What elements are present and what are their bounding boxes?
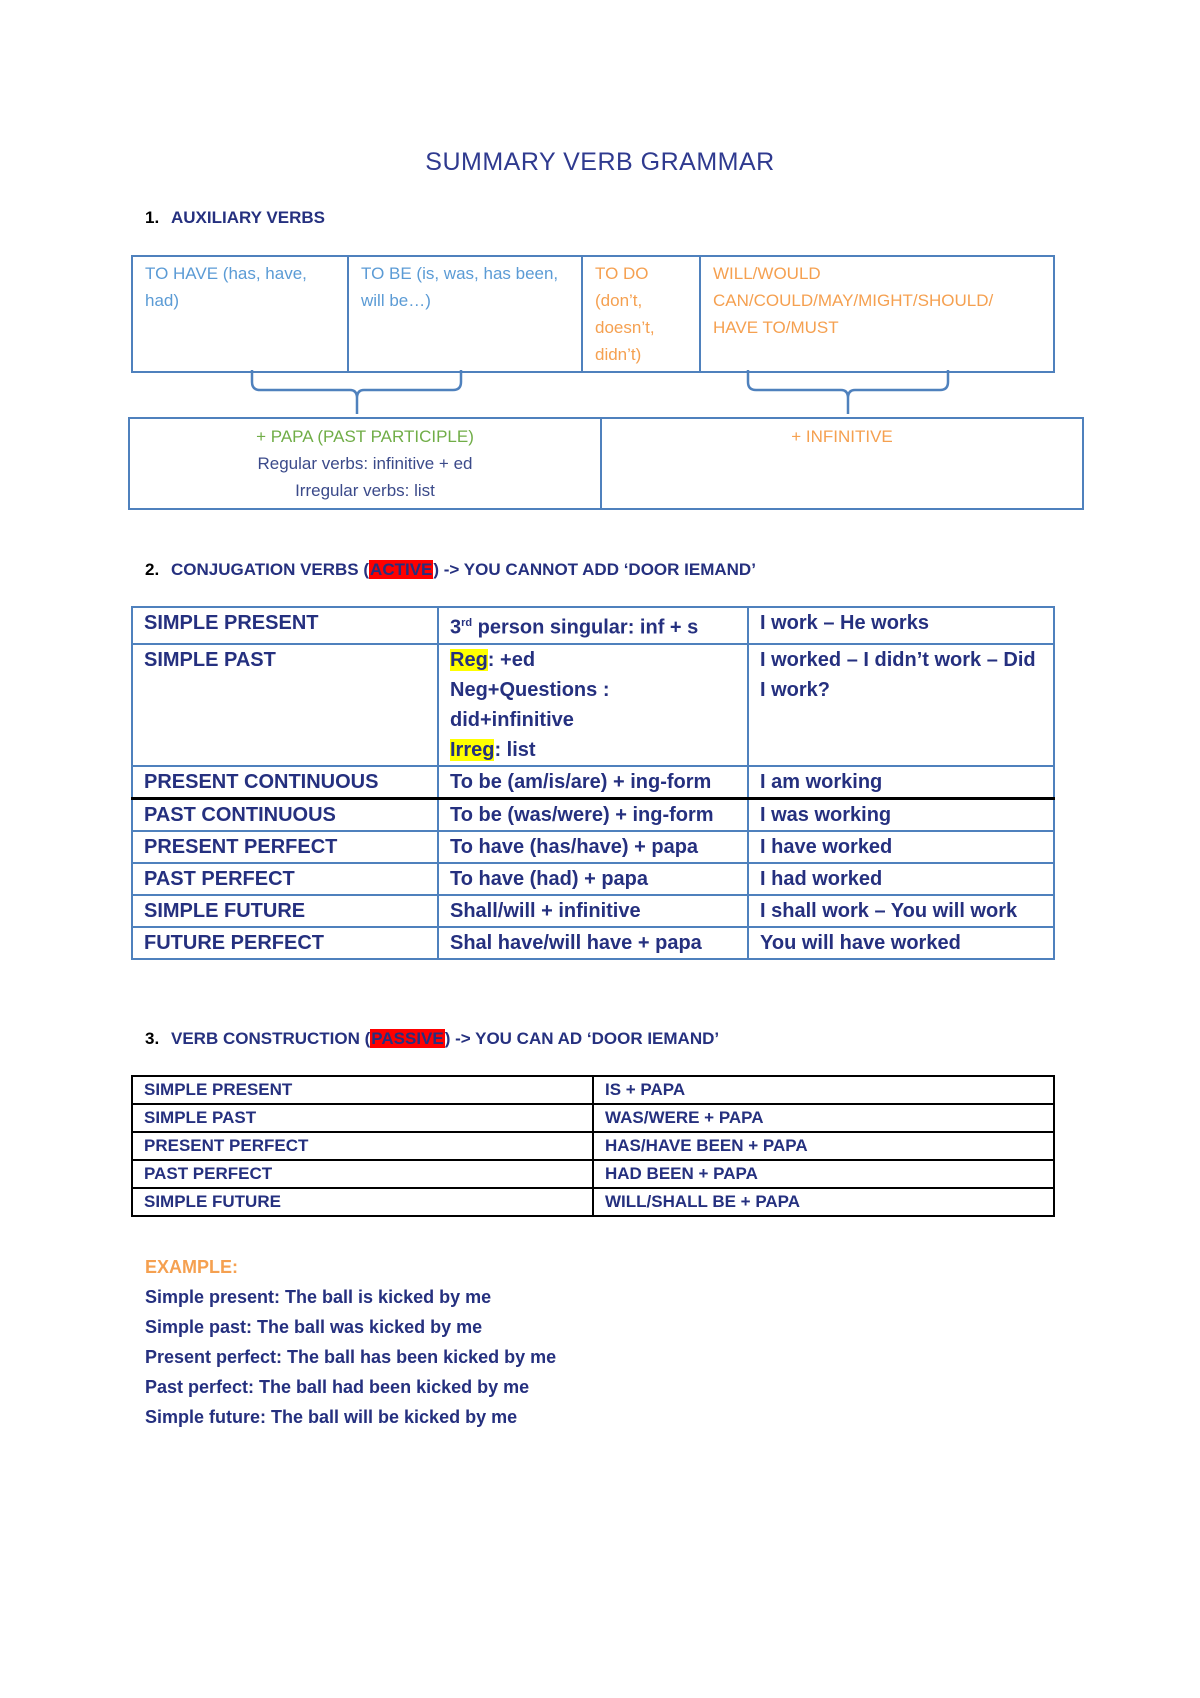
rule-cell: To be (was/were) + ing-form [438,798,748,831]
tense-cell: SIMPLE PAST [132,1104,593,1132]
example-line: Present perfect: The ball has been kicked by me [145,1347,557,1367]
aux-cell-to-have: TO HAVE (has, have, had) [132,256,348,372]
rule-cell: To have (has/have) + papa [438,831,748,863]
table-row [132,607,1054,644]
conjugation-table [131,606,1055,960]
tense-cell: SIMPLE FUTURE [132,1188,593,1216]
form-cell: HAS/HAVE BEEN + PAPA [593,1132,1054,1160]
form-cell: HAD BEEN + PAPA [593,1160,1054,1188]
tense-cell: PRESENT PERFECT [132,1132,593,1160]
example-cell: I work – He works [748,607,1054,644]
table-row [132,644,1054,766]
form-cell: IS + PAPA [593,1076,1054,1104]
example-cell: I shall work – You will work [748,895,1054,927]
section-number: 3. [145,1029,160,1048]
auxiliary-result-table [128,417,1084,510]
papa-line: + PAPA (PAST PARTICIPLE) [256,427,474,446]
table-row [132,1104,1054,1132]
heading-post: ) -> YOU CANNOT ADD ‘DOOR IEMAND’ [433,560,756,579]
tense-cell: SIMPLE PRESENT [132,1076,593,1104]
table-row [132,798,1054,831]
regular-verbs-line: Regular verbs: infinitive + ed [257,454,473,473]
rule-cell: To have (had) + papa [438,863,748,895]
right-brace-icon [746,370,952,416]
example-cell: I am working [748,766,1054,799]
result-infinitive [601,418,1083,509]
rule-cell: Shall/will + infinitive [438,895,748,927]
example-cell: I had worked [748,863,1054,895]
tense-cell: PAST PERFECT [132,863,438,895]
aux-cell-to-do: TO DO (don’t, doesn’t, didn’t) [582,256,700,372]
tense-cell: SIMPLE FUTURE [132,895,438,927]
section-number: 1. [145,208,160,227]
table-row [132,895,1054,927]
form-cell: WILL/SHALL BE + PAPA [593,1188,1054,1216]
left-brace-icon [250,370,465,416]
page-title: SUMMARY VERB GRAMMAR [425,148,775,176]
reg-highlight: Reg [450,648,488,671]
tense-cell: SIMPLE PAST [132,644,438,766]
table-row [132,863,1054,895]
irregular-verbs-line: Irregular verbs: list [295,481,435,500]
examples-block [145,1252,556,1432]
example-line: Past perfect: The ball had been kicked by me [145,1377,530,1397]
aux-cell-modals: WILL/WOULD CAN/COULD/MAY/MIGHT/SHOULD/ HAVE TO/MUST [700,256,1054,372]
example-line: Simple past: The ball was kicked by me [145,1317,483,1337]
section-number: 2. [145,560,160,579]
tense-cell: PAST PERFECT [132,1160,593,1188]
form-cell: WAS/WERE + PAPA [593,1104,1054,1132]
tense-cell: SIMPLE PRESENT [132,607,438,644]
example-line: Simple future: The ball will be kicked by me [145,1407,518,1427]
rule-cell: 3rd person singular: inf + s [438,607,748,644]
auxiliary-verbs-table [131,255,1055,373]
tense-cell: PRESENT CONTINUOUS [132,766,438,799]
active-highlight: ACTIVE [370,560,433,579]
section-1-heading [145,208,325,228]
example-cell: I was working [748,798,1054,831]
table-row [132,1160,1054,1188]
passive-highlight: PASSIVE [371,1029,444,1048]
tense-cell: PRESENT PERFECT [132,831,438,863]
rule-cell: Shal have/will have + papa [438,927,748,959]
rule-cell: Reg: +ed Neg+Questions : did+infinitive Irreg: list [438,644,748,766]
examples-heading: EXAMPLE: [145,1257,239,1277]
example-cell: I worked – I didn’t work – Did I work? [748,644,1054,766]
example-line: Simple present: The ball is kicked by me [145,1287,492,1307]
passive-table [131,1075,1055,1217]
heading-pre: VERB CONSTRUCTION ( [171,1029,371,1048]
table-row [132,1132,1054,1160]
example-cell: You will have worked [748,927,1054,959]
table-row [132,766,1054,799]
tense-cell: FUTURE PERFECT [132,927,438,959]
table-row [132,1188,1054,1216]
section-title: AUXILIARY VERBS [171,208,325,227]
infinitive-line: + INFINITIVE [791,427,893,446]
table-row [132,927,1054,959]
heading-post: ) -> YOU CAN AD ‘DOOR IEMAND’ [444,1029,720,1048]
section-3-heading [145,1029,719,1049]
example-cell: I have worked [748,831,1054,863]
table-row [132,1076,1054,1104]
rule-cell: To be (am/is/are) + ing-form [438,766,748,799]
aux-cell-to-be: TO BE (is, was, has been, will be…) [348,256,582,372]
irreg-highlight: Irreg [450,738,495,761]
table-row [132,831,1054,863]
section-2-heading [145,560,756,580]
tense-cell: PAST CONTINUOUS [132,798,438,831]
heading-pre: CONJUGATION VERBS ( [171,560,370,579]
result-past-participle [129,418,601,509]
